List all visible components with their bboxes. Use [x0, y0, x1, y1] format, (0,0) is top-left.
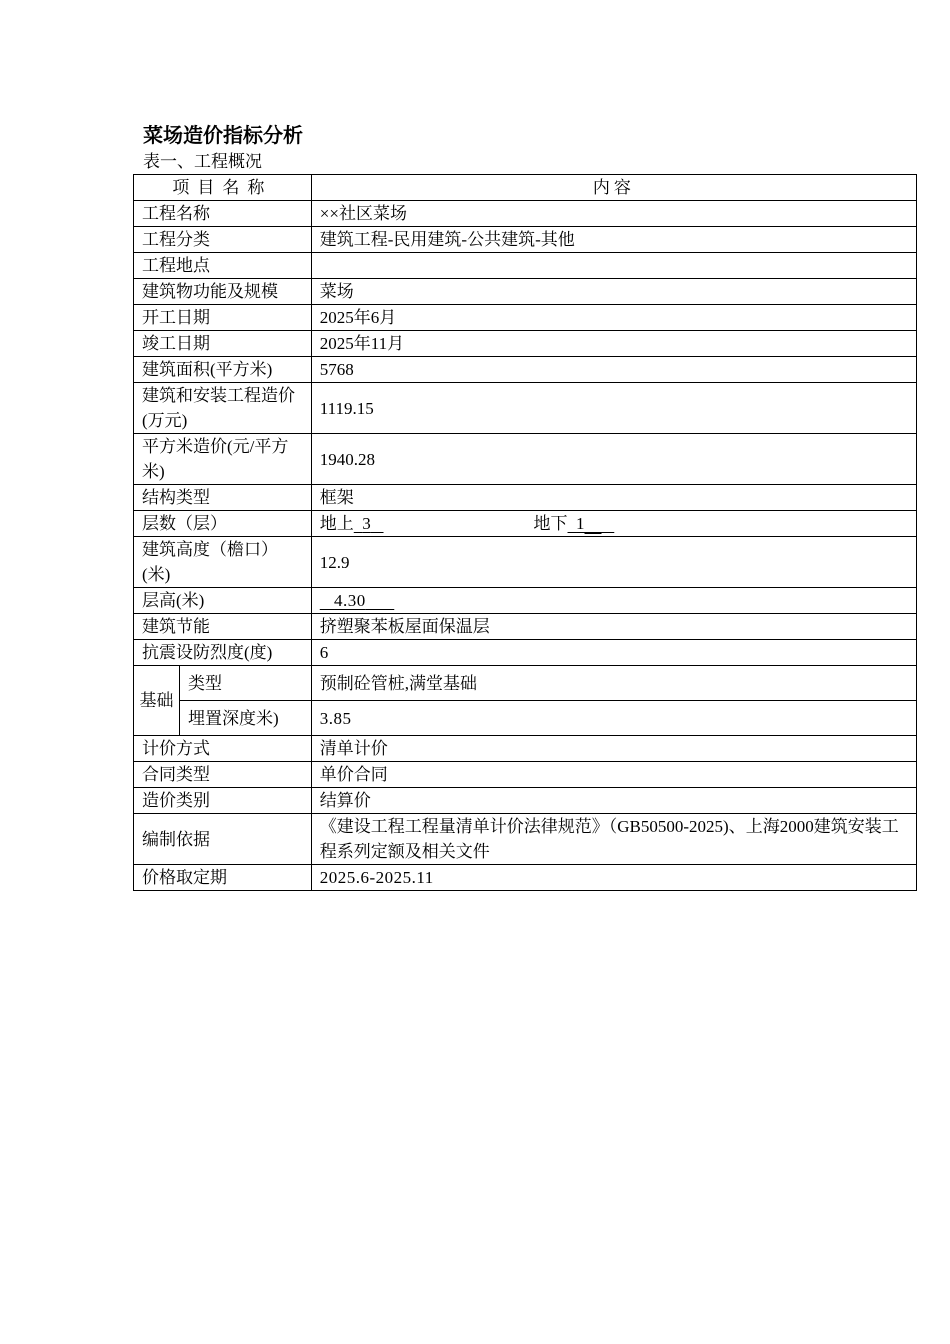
row-label-pricing-method: 计价方式	[134, 736, 312, 762]
row-value-structure-type: 框架	[311, 485, 916, 511]
row-value-start-date: 2025年6月	[311, 305, 916, 331]
foundation-group-label: 基础	[134, 666, 180, 736]
foundation-type-label: 类型	[179, 666, 311, 701]
table-row	[134, 814, 917, 865]
row-value-storeys	[311, 511, 916, 537]
row-label-energy-saving: 建筑节能	[134, 614, 312, 640]
storey-height-value: 4.30	[334, 591, 366, 610]
row-value-energy-saving: 挤塑聚苯板屋面保温层	[311, 614, 916, 640]
row-label-function-scale: 建筑物功能及规模	[134, 279, 312, 305]
row-value-building-height: 12.9	[311, 537, 916, 588]
row-value-construction-cost: 1119.15	[311, 383, 916, 434]
table-row	[134, 666, 917, 701]
storeys-above-value: 3	[362, 514, 371, 533]
row-value-price-period: 2025.6-2025.11	[311, 865, 916, 891]
table-row	[134, 762, 917, 788]
row-label-project-location: 工程地点	[134, 253, 312, 279]
row-label-completion-date: 竣工日期	[134, 331, 312, 357]
table-row	[134, 640, 917, 666]
row-label-project-category: 工程分类	[134, 227, 312, 253]
storeys-below-prefix: 地下	[533, 514, 568, 533]
row-label-unit-cost: 平方米造价(元/平方米)	[134, 434, 312, 485]
row-label-price-period: 价格取定期	[134, 865, 312, 891]
row-label-compilation-basis: 编制依据	[134, 814, 312, 865]
table-row	[134, 434, 917, 485]
row-label-storeys: 层数（层）	[134, 511, 312, 537]
table-row	[134, 511, 917, 537]
row-label-cost-category: 造价类别	[134, 788, 312, 814]
table-row	[134, 331, 917, 357]
row-label-building-height: 建筑高度（檐口）(米)	[134, 537, 312, 588]
table-row	[134, 485, 917, 511]
header-item-name: 项目名称	[134, 175, 312, 201]
row-value-project-category: 建筑工程-民用建筑-公共建筑-其他	[311, 227, 916, 253]
row-value-completion-date: 2025年11月	[311, 331, 916, 357]
row-value-pricing-method: 清单计价	[311, 736, 916, 762]
table-row	[134, 701, 917, 736]
row-label-floor-area: 建筑面积(平方米)	[134, 357, 312, 383]
row-value-function-scale: 菜场	[311, 279, 916, 305]
table-row	[134, 865, 917, 891]
table-row	[134, 227, 917, 253]
row-value-floor-area: 5768	[311, 357, 916, 383]
row-value-seismic-intensity: 6	[311, 640, 916, 666]
table-row	[134, 588, 917, 614]
row-label-structure-type: 结构类型	[134, 485, 312, 511]
row-label-project-name: 工程名称	[134, 201, 312, 227]
project-overview-table	[133, 174, 917, 891]
row-label-start-date: 开工日期	[134, 305, 312, 331]
table-row	[134, 253, 917, 279]
table-row	[134, 788, 917, 814]
row-value-contract-type: 单价合同	[311, 762, 916, 788]
row-value-compilation-basis: 《建设工程工程量清单计价法律规范》（GB50500-2025)、上海2000建筑安装工程系列定额及相关文件	[311, 814, 916, 865]
row-label-seismic-intensity: 抗震设防烈度(度)	[134, 640, 312, 666]
table-row	[134, 537, 917, 588]
row-label-construction-cost: 建筑和安装工程造价(万元)	[134, 383, 312, 434]
foundation-depth-value: 3.85	[311, 701, 916, 736]
table-row	[134, 383, 917, 434]
foundation-type-value: 预制砼管桩,满堂基础	[311, 666, 916, 701]
storeys-above-prefix: 地上	[319, 514, 354, 533]
storeys-below-value: 1	[576, 514, 585, 533]
table-row	[134, 357, 917, 383]
row-label-contract-type: 合同类型	[134, 762, 312, 788]
row-value-storey-height	[311, 588, 916, 614]
row-value-project-location	[311, 253, 916, 279]
table-row	[134, 736, 917, 762]
foundation-depth-label: 埋置深度米)	[179, 701, 311, 736]
document-title: 菜场造价指标分析	[143, 123, 303, 147]
table-header-row	[134, 175, 917, 201]
table-row	[134, 201, 917, 227]
table-row	[134, 279, 917, 305]
table-row	[134, 614, 917, 640]
row-value-cost-category: 结算价	[311, 788, 916, 814]
row-label-storey-height: 层高(米)	[134, 588, 312, 614]
table-caption: 表一、工程概况	[143, 152, 262, 171]
row-value-project-name: ××社区菜场	[311, 201, 916, 227]
header-content: 内容	[311, 175, 916, 201]
row-value-unit-cost: 1940.28	[311, 434, 916, 485]
table-row	[134, 305, 917, 331]
